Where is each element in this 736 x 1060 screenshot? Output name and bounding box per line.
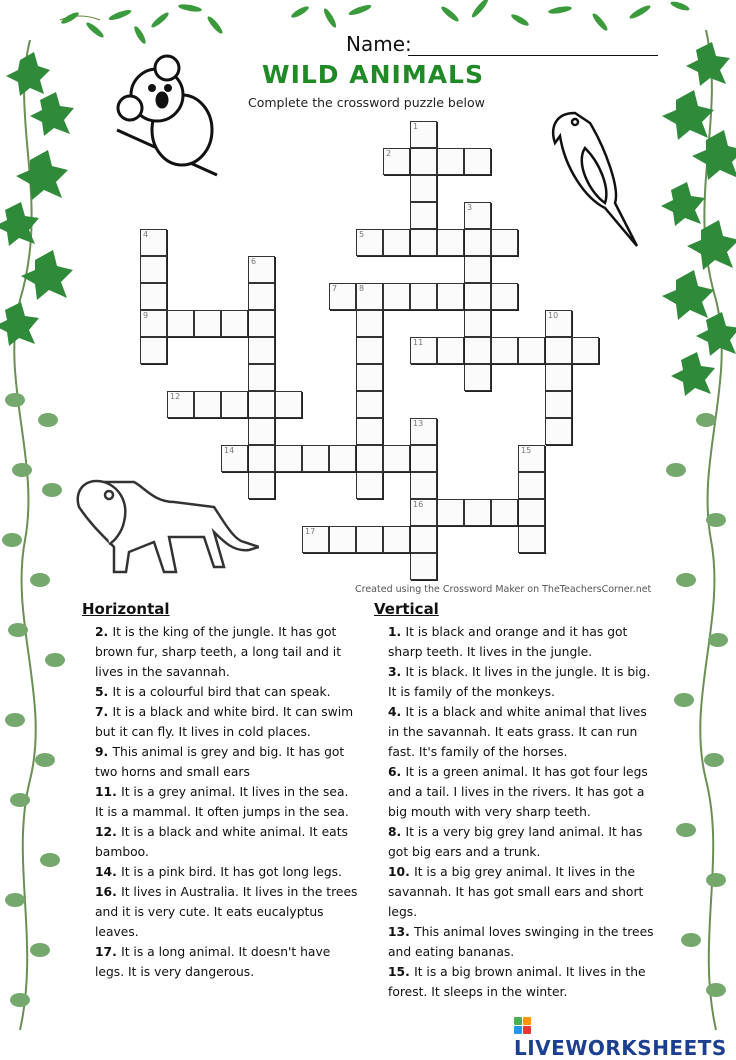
crossword-cell[interactable] bbox=[275, 445, 302, 472]
crossword-cell[interactable] bbox=[140, 310, 167, 337]
letter-input[interactable] bbox=[546, 392, 571, 417]
crossword-cell[interactable] bbox=[491, 283, 518, 310]
crossword-cell[interactable] bbox=[518, 445, 545, 472]
clue-number: 6. bbox=[388, 765, 406, 779]
crossword-cell[interactable] bbox=[410, 202, 437, 229]
letter-input[interactable] bbox=[438, 149, 463, 174]
clue-text: It is a long animal. It doesn't have legs. It is very dangerous. bbox=[95, 945, 331, 979]
crossword-cell[interactable] bbox=[464, 499, 491, 526]
clue-text: It is a very big grey land animal. It has got big ears and a trunk. bbox=[388, 825, 643, 859]
crossword-cell[interactable] bbox=[329, 283, 356, 310]
letter-input[interactable] bbox=[411, 230, 436, 255]
crossword-cell[interactable] bbox=[221, 445, 248, 472]
clue-number: 1 bbox=[413, 122, 419, 131]
crossword-cell[interactable] bbox=[356, 445, 383, 472]
clue-number: 13 bbox=[413, 419, 424, 428]
clue-text: It is the king of the jungle. It has got brown fur, sharp teeth, a long tail and it lives in the savannah. bbox=[95, 625, 342, 679]
crossword-cell[interactable] bbox=[464, 364, 491, 391]
crossword-cell[interactable] bbox=[437, 229, 464, 256]
crossword-cell[interactable] bbox=[545, 337, 572, 364]
letter-input[interactable] bbox=[357, 527, 382, 552]
clue-text: It is a black and white animal that lives in the savannah. It eats grass. It can run fast. It's family of the horses. bbox=[388, 705, 647, 759]
crossword-cell[interactable] bbox=[356, 418, 383, 445]
clue-number: 13. bbox=[388, 925, 415, 939]
letter-input[interactable] bbox=[438, 230, 463, 255]
letter-input[interactable] bbox=[573, 338, 598, 363]
credit-text: Created using the Crossword Maker on TheTeachersCorner.net bbox=[355, 584, 652, 595]
crossword-cell[interactable] bbox=[491, 499, 518, 526]
letter-input[interactable] bbox=[249, 446, 274, 471]
vertical-clue-list bbox=[388, 622, 658, 1002]
crossword-cell[interactable] bbox=[518, 526, 545, 553]
clue-number: 3 bbox=[467, 203, 473, 212]
liveworksheets-blocks-icon bbox=[514, 1017, 531, 1034]
letter-input[interactable] bbox=[249, 392, 274, 417]
clue-item bbox=[388, 622, 658, 662]
crossword-cell[interactable] bbox=[167, 391, 194, 418]
horizontal-clue-list bbox=[95, 622, 360, 982]
crossword-cell[interactable] bbox=[545, 418, 572, 445]
clue-text: It is a big brown animal. It lives in the forest. It sleeps in the winter. bbox=[388, 965, 646, 999]
crossword-cell[interactable] bbox=[545, 364, 572, 391]
clue-text: It is a green animal. It has got four legs and a tail. I lives in the rivers. It has got a big mouth with very sharp teeth. bbox=[388, 765, 648, 819]
clue-number: 14. bbox=[95, 865, 122, 879]
crossword-cell[interactable] bbox=[140, 229, 167, 256]
letter-input[interactable] bbox=[438, 284, 463, 309]
crossword-cell[interactable] bbox=[356, 526, 383, 553]
crossword-cell[interactable] bbox=[464, 310, 491, 337]
clue-number: 14 bbox=[224, 446, 235, 455]
clue-number: 1. bbox=[388, 625, 406, 639]
clue-number: 8. bbox=[388, 825, 406, 839]
clue-number: 7. bbox=[95, 705, 113, 719]
crossword-cell[interactable] bbox=[437, 148, 464, 175]
crossword-cell[interactable] bbox=[302, 445, 329, 472]
letter-input[interactable] bbox=[492, 230, 517, 255]
clue-text: It is a black and white bird. It can swim but it can fly. It lives in cold places. bbox=[95, 705, 354, 739]
crossword-cell[interactable] bbox=[572, 337, 599, 364]
crossword-cell[interactable] bbox=[167, 310, 194, 337]
crossword-cell[interactable] bbox=[221, 391, 248, 418]
clue-item bbox=[95, 882, 360, 942]
clue-item bbox=[95, 942, 360, 982]
letter-input[interactable] bbox=[357, 311, 382, 336]
letter-input[interactable] bbox=[195, 392, 220, 417]
crossword-cell[interactable] bbox=[518, 337, 545, 364]
letter-input[interactable] bbox=[357, 446, 382, 471]
letter-input[interactable] bbox=[276, 392, 301, 417]
clue-number: 16. bbox=[95, 885, 122, 899]
letter-input[interactable] bbox=[438, 338, 463, 363]
crossword-cell[interactable] bbox=[248, 418, 275, 445]
crossword-cell[interactable] bbox=[248, 472, 275, 499]
clue-text: It is a grey animal. It lives in the sea. It is a mammal. It often jumps in the sea. bbox=[95, 785, 349, 819]
clue-number: 11 bbox=[413, 338, 424, 347]
letter-input[interactable] bbox=[276, 446, 301, 471]
clue-number: 3. bbox=[388, 665, 406, 679]
letter-input[interactable] bbox=[411, 446, 436, 471]
crossword-cell[interactable] bbox=[410, 121, 437, 148]
crossword-cell[interactable] bbox=[410, 445, 437, 472]
letter-input[interactable] bbox=[249, 338, 274, 363]
clue-text: This animal loves swinging in the trees and eating bananas. bbox=[388, 925, 654, 959]
clue-number: 11. bbox=[95, 785, 122, 799]
crossword-cell[interactable] bbox=[410, 472, 437, 499]
clue-number: 6 bbox=[251, 257, 257, 266]
letter-input[interactable] bbox=[465, 230, 490, 255]
crossword-cell[interactable] bbox=[491, 337, 518, 364]
clue-item bbox=[388, 702, 658, 762]
crossword-cell[interactable] bbox=[356, 283, 383, 310]
letter-input[interactable] bbox=[465, 365, 490, 390]
letter-input[interactable] bbox=[141, 284, 166, 309]
letter-input[interactable] bbox=[249, 473, 274, 498]
letter-input[interactable] bbox=[384, 446, 409, 471]
crossword-cell[interactable] bbox=[464, 148, 491, 175]
crossword-cell[interactable] bbox=[248, 283, 275, 310]
letter-input[interactable] bbox=[357, 338, 382, 363]
clue-number: 15. bbox=[388, 965, 415, 979]
clue-number: 4. bbox=[388, 705, 406, 719]
crossword-cell[interactable] bbox=[275, 391, 302, 418]
clue-number: 7 bbox=[332, 284, 338, 293]
letter-input[interactable] bbox=[249, 419, 274, 444]
letter-input[interactable] bbox=[141, 257, 166, 282]
crossword-cell[interactable] bbox=[518, 499, 545, 526]
page-title: WILD ANIMALS bbox=[262, 60, 484, 89]
letter-input[interactable] bbox=[465, 500, 490, 525]
clue-item bbox=[95, 862, 360, 882]
letter-input[interactable] bbox=[330, 527, 355, 552]
letter-input[interactable] bbox=[465, 311, 490, 336]
clue-number: 17. bbox=[95, 945, 122, 959]
clue-number: 5 bbox=[359, 230, 365, 239]
clue-item bbox=[388, 962, 658, 1002]
crossword-cell[interactable] bbox=[356, 472, 383, 499]
letter-input[interactable] bbox=[465, 149, 490, 174]
letter-input[interactable] bbox=[546, 365, 571, 390]
liveworksheets-logo[interactable] bbox=[514, 1012, 736, 1060]
crossword-cell[interactable] bbox=[437, 499, 464, 526]
clue-item bbox=[388, 662, 658, 702]
clue-number: 5. bbox=[95, 685, 113, 699]
crossword-cell[interactable] bbox=[302, 526, 329, 553]
crossword-cell[interactable] bbox=[140, 337, 167, 364]
clue-number: 12. bbox=[95, 825, 122, 839]
crossword-cell[interactable] bbox=[491, 229, 518, 256]
letter-input[interactable] bbox=[411, 554, 436, 579]
clue-number: 17 bbox=[305, 527, 316, 536]
clue-item bbox=[388, 922, 658, 962]
crossword-cell[interactable] bbox=[140, 256, 167, 283]
horizontal-heading: Horizontal bbox=[82, 600, 170, 618]
clue-text: It is a black and white animal. It eats bamboo. bbox=[95, 825, 348, 859]
letter-input[interactable] bbox=[249, 311, 274, 336]
crossword-cell[interactable] bbox=[383, 148, 410, 175]
crossword-cell[interactable] bbox=[410, 418, 437, 445]
crossword-cell[interactable] bbox=[140, 283, 167, 310]
letter-input[interactable] bbox=[411, 473, 436, 498]
crossword-cell[interactable] bbox=[248, 256, 275, 283]
letter-input[interactable] bbox=[546, 338, 571, 363]
name-label: Name: bbox=[346, 32, 412, 56]
crossword-cell[interactable] bbox=[410, 229, 437, 256]
crossword-cell[interactable] bbox=[329, 526, 356, 553]
letter-input[interactable] bbox=[357, 473, 382, 498]
crossword-cell[interactable] bbox=[410, 148, 437, 175]
letter-input[interactable] bbox=[411, 203, 436, 228]
crossword-cell[interactable] bbox=[329, 445, 356, 472]
clue-item bbox=[95, 682, 360, 702]
crossword-cell[interactable] bbox=[356, 337, 383, 364]
letter-input[interactable] bbox=[411, 176, 436, 201]
letter-input[interactable] bbox=[303, 446, 328, 471]
vertical-heading: Vertical bbox=[374, 600, 439, 618]
clue-number: 16 bbox=[413, 500, 424, 509]
clue-text: It is a big grey animal. It lives in the savannah. It has got small ears and short legs. bbox=[388, 865, 644, 919]
letter-input[interactable] bbox=[357, 365, 382, 390]
letter-input[interactable] bbox=[384, 284, 409, 309]
clue-text: It is black and orange and it has got sharp teeth. It lives in the jungle. bbox=[388, 625, 628, 659]
letter-input[interactable] bbox=[519, 473, 544, 498]
letter-input[interactable] bbox=[330, 446, 355, 471]
letter-input[interactable] bbox=[519, 338, 544, 363]
clue-item bbox=[95, 742, 360, 782]
crossword-cell[interactable] bbox=[410, 337, 437, 364]
crossword-cell[interactable] bbox=[410, 283, 437, 310]
crossword-cell[interactable] bbox=[356, 364, 383, 391]
letter-input[interactable] bbox=[411, 149, 436, 174]
letter-input[interactable] bbox=[438, 500, 463, 525]
letter-input[interactable] bbox=[519, 527, 544, 552]
crossword-cell[interactable] bbox=[545, 310, 572, 337]
clue-item bbox=[388, 862, 658, 922]
clue-number: 12 bbox=[170, 392, 181, 401]
crossword-cell[interactable] bbox=[437, 283, 464, 310]
letter-input[interactable] bbox=[465, 257, 490, 282]
letter-input[interactable] bbox=[249, 365, 274, 390]
letter-input[interactable] bbox=[384, 230, 409, 255]
crossword-cell[interactable] bbox=[248, 391, 275, 418]
clue-number: 2. bbox=[95, 625, 113, 639]
letter-input[interactable] bbox=[492, 500, 517, 525]
clue-item bbox=[95, 702, 360, 742]
crossword-cell[interactable] bbox=[383, 445, 410, 472]
letter-input[interactable] bbox=[249, 284, 274, 309]
letter-input[interactable] bbox=[222, 392, 247, 417]
clue-number: 10. bbox=[388, 865, 415, 879]
crossword-cell[interactable] bbox=[356, 229, 383, 256]
crossword-cell[interactable] bbox=[464, 202, 491, 229]
crossword-cell[interactable] bbox=[464, 283, 491, 310]
brand-text: LIVEWORKSHEETS bbox=[514, 1036, 727, 1060]
letter-input[interactable] bbox=[222, 311, 247, 336]
clue-number: 9 bbox=[143, 311, 149, 320]
crossword-cell[interactable] bbox=[248, 445, 275, 472]
crossword-cell[interactable] bbox=[248, 364, 275, 391]
letter-input[interactable] bbox=[141, 338, 166, 363]
clue-text: It is a pink bird. It has got long legs. bbox=[121, 865, 342, 879]
clue-item bbox=[388, 762, 658, 822]
crossword-cell[interactable] bbox=[194, 310, 221, 337]
letter-input[interactable] bbox=[465, 338, 490, 363]
instructions: Complete the crossword puzzle below bbox=[248, 95, 485, 110]
crossword-cell[interactable] bbox=[464, 229, 491, 256]
clue-number: 4 bbox=[143, 230, 149, 239]
letter-input[interactable] bbox=[519, 500, 544, 525]
letter-input[interactable] bbox=[357, 419, 382, 444]
clue-number: 10 bbox=[548, 311, 559, 320]
letter-input[interactable] bbox=[465, 284, 490, 309]
clue-item bbox=[388, 822, 658, 862]
clue-number: 8 bbox=[359, 284, 365, 293]
letter-input[interactable] bbox=[384, 527, 409, 552]
clue-item bbox=[95, 822, 360, 862]
crossword-cell[interactable] bbox=[248, 310, 275, 337]
clue-text: This animal is grey and big. It has got two horns and small ears bbox=[95, 745, 345, 779]
crossword-cell[interactable] bbox=[383, 526, 410, 553]
crossword-cell[interactable] bbox=[464, 337, 491, 364]
crossword-cell[interactable] bbox=[410, 175, 437, 202]
crossword-cell[interactable] bbox=[248, 337, 275, 364]
crossword-cell[interactable] bbox=[545, 391, 572, 418]
clue-number: 15 bbox=[521, 446, 532, 455]
crossword-cell[interactable] bbox=[221, 310, 248, 337]
clue-item bbox=[95, 782, 360, 822]
clue-text: It is a colourful bird that can speak. bbox=[112, 685, 331, 699]
crossword-cell[interactable] bbox=[410, 526, 437, 553]
letter-input[interactable] bbox=[357, 392, 382, 417]
letter-input[interactable] bbox=[546, 419, 571, 444]
letter-input[interactable] bbox=[492, 338, 517, 363]
letter-input[interactable] bbox=[411, 284, 436, 309]
clue-text: It lives in Australia. It lives in the trees and it is very cute. It eats eucalyptus leaves. bbox=[95, 885, 358, 939]
crossword-cell[interactable] bbox=[410, 553, 437, 580]
clue-number: 2 bbox=[386, 149, 392, 158]
letter-input[interactable] bbox=[411, 527, 436, 552]
clue-item bbox=[95, 622, 360, 682]
crossword-cell[interactable] bbox=[437, 337, 464, 364]
clue-text: It is black. It lives in the jungle. It is big. It is family of the monkeys. bbox=[388, 665, 651, 699]
crossword-cell[interactable] bbox=[194, 391, 221, 418]
crossword-cell[interactable] bbox=[356, 310, 383, 337]
letter-input[interactable] bbox=[195, 311, 220, 336]
crossword-cell[interactable] bbox=[410, 499, 437, 526]
crossword-cell[interactable] bbox=[383, 229, 410, 256]
letter-input[interactable] bbox=[168, 311, 193, 336]
crossword-cell[interactable] bbox=[356, 391, 383, 418]
crossword-cell[interactable] bbox=[383, 283, 410, 310]
crossword-cell[interactable] bbox=[464, 256, 491, 283]
letter-input[interactable] bbox=[492, 284, 517, 309]
clue-number: 9. bbox=[95, 745, 113, 759]
crossword-cell[interactable] bbox=[518, 472, 545, 499]
